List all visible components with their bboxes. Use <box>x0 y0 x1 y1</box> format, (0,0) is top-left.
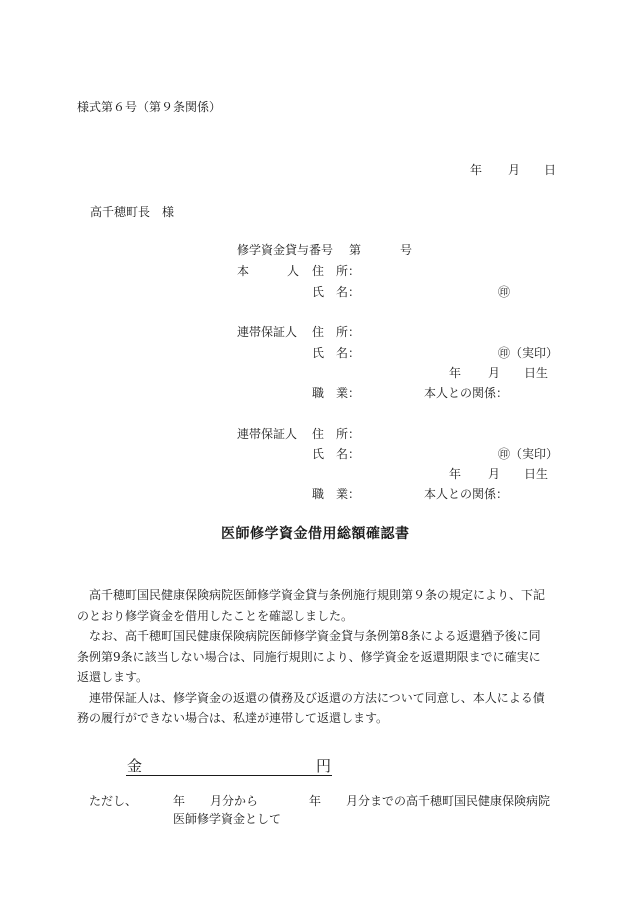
applicant-address-label: 住 所： <box>312 264 361 278</box>
body-line-5: 返還します。 <box>77 670 149 684</box>
body-line-1: 高千穂町国民健康保険病院医師修学資金貸与条例施行規則第９条の規定により、下記 <box>89 588 546 602</box>
proviso-to-month: 月分までの高千穂町国民健康保険病院 <box>346 794 551 808</box>
guarantor1-seal: ㊞（実印） <box>498 346 559 360</box>
body-line-2: のとおり修学資金を借用したことを確認しました。 <box>77 609 354 623</box>
guarantor1-birth-day: 日生 <box>524 366 549 380</box>
guarantor2-relation-label: 本人との関係： <box>424 487 509 501</box>
document-title: 医師修学資金借用総額確認書 <box>221 526 410 542</box>
guarantor2-birth-year: 年 <box>449 467 462 481</box>
applicant-role-1: 本 <box>237 264 250 278</box>
body-line-6: 連帯保証人は、修学資金の返還の債務及び返還の方法について同意し、本人による債 <box>89 691 545 705</box>
guarantor1-birth-month: 月 <box>488 366 501 380</box>
proviso-line2: 医師修学資金として <box>173 812 282 826</box>
guarantor1-birth-year: 年 <box>449 366 462 380</box>
date-year: 年 <box>470 163 483 177</box>
amount-suffix: 円 <box>316 757 332 775</box>
proviso-to-year: 年 <box>309 794 322 808</box>
loan-number-suffix: 号 <box>400 243 413 257</box>
body-line-3: なお、高千穂町国民健康保険病院医師修学資金貸与条例第8条による返還猶予後に同 <box>89 629 541 643</box>
body-line-7: 務の履行ができない場合は、私達が連帯して返還します。 <box>77 711 389 725</box>
applicant-role-2: 人 <box>287 264 300 278</box>
amount-underline <box>126 775 332 776</box>
guarantor2-birth-day: 日生 <box>524 467 549 481</box>
form-label: 様式第６号（第９条関係） <box>77 100 222 114</box>
date-day: 日 <box>544 163 557 177</box>
guarantor2-occupation-label: 職 業： <box>312 487 361 501</box>
loan-number-label: 修学資金貸与番号 <box>237 243 334 257</box>
applicant-name-label: 氏 名： <box>312 285 361 299</box>
body-line-4: 条例第9条に該当しない場合は、同施行規則により、修学資金を返還期限までに確実に <box>77 650 541 664</box>
guarantor2-name-label: 氏 名： <box>312 447 361 461</box>
guarantor1-occupation-label: 職 業： <box>312 386 361 400</box>
guarantor1-name-label: 氏 名： <box>312 346 361 360</box>
addressee: 高千穂町長 様 <box>90 205 175 219</box>
guarantor2-address-label: 住 所： <box>312 427 361 441</box>
guarantor1-role: 連帯保証人 <box>237 325 298 339</box>
proviso-lead: ただし、 <box>89 794 138 808</box>
guarantor1-address-label: 住 所： <box>312 325 361 339</box>
applicant-seal: ㊞ <box>498 285 511 299</box>
guarantor2-birth-month: 月 <box>488 467 501 481</box>
date-month: 月 <box>508 163 521 177</box>
proviso-from-month: 月分から <box>210 794 259 808</box>
guarantor1-relation-label: 本人との関係： <box>424 386 509 400</box>
guarantor2-role: 連帯保証人 <box>237 427 298 441</box>
guarantor2-seal: ㊞（実印） <box>498 447 559 461</box>
proviso-from-year: 年 <box>173 794 186 808</box>
amount-prefix: 金 <box>127 757 143 775</box>
loan-number-prefix: 第 <box>349 243 362 257</box>
